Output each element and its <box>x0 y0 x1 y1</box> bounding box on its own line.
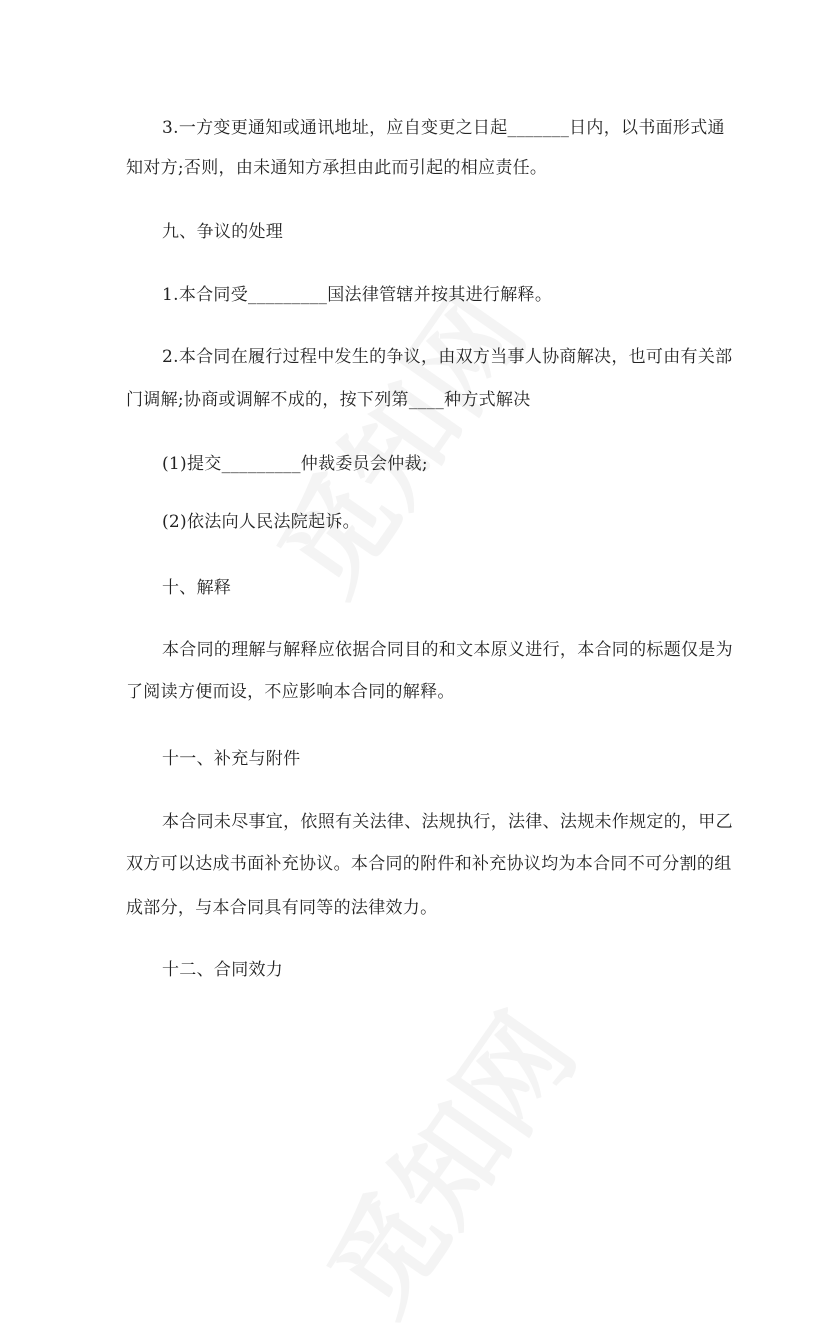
paragraph-line: 知对方;否则，由未通知方承担由此而引起的相应责任。 <box>126 158 548 178</box>
section-heading: 十二、合同效力 <box>162 960 284 980</box>
paragraph-line: 2.本合同在履行过程中发生的争议，由双方当事人协商解决，也可由有关部 <box>162 347 733 367</box>
section-heading: 十一、补充与附件 <box>162 749 301 769</box>
paragraph-line: 门调解;协商或调解不成的，按下列第____种方式解决 <box>126 390 531 410</box>
paragraph-line: 1.本合同受_________国法律管辖并按其进行解释。 <box>162 285 553 305</box>
paragraph-line: 本合同未尽事宜，依照有关法律、法规执行，法律、法规未作规定的，甲乙 <box>162 812 733 832</box>
paragraph-line: 成部分，与本合同具有同等的法律效力。 <box>126 898 438 918</box>
watermark <box>236 259 555 620</box>
paragraph-line: 本合同的理解与解释应依据合同目的和文本原义进行，本合同的标题仅是为 <box>162 640 733 660</box>
section-heading: 十、解释 <box>162 578 232 598</box>
paragraph-line: (1)提交_________仲裁委员会仲裁; <box>162 454 428 474</box>
watermark-bottom <box>286 979 605 1339</box>
paragraph-line: 双方可以达成书面补充协议。本合同的附件和补充协议均为本合同不可分割的组 <box>126 854 732 874</box>
section-heading: 九、争议的处理 <box>162 222 284 242</box>
paragraph-line: 了阅读方便而设，不应影响本合同的解释。 <box>126 682 455 702</box>
paragraph-line: 3.一方变更通知或通讯地址，应自变更之日起_______日内，以书面形式通 <box>162 118 725 138</box>
paragraph-line: (2)依法向人民法院起诉。 <box>162 512 360 532</box>
